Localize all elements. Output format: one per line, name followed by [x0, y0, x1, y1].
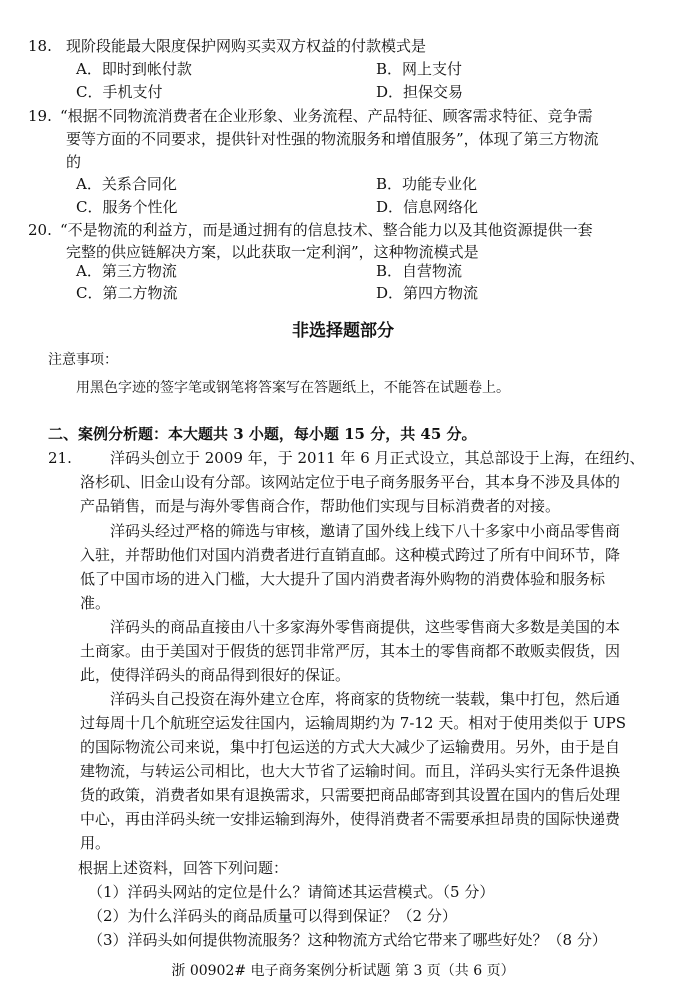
question-18-number: 18. — [28, 37, 52, 55]
question-20-stem-line-1: “不是物流的利益方，而是通过拥有的信息技术、整合能力以及其他资源提供一套 — [60, 221, 593, 239]
case-prompt: 根据上述资料，回答下列问题： — [78, 859, 289, 877]
case-line-3: 产品销售，而是与海外零售商合作，帮助他们实现与目标消费者的对接。 — [80, 497, 561, 515]
question-18-option-d: D．担保交易 — [376, 83, 464, 101]
question-19-number: 19. — [28, 107, 52, 125]
case-line-4: 洋码头经过严格的筛选与审核，邀请了国外线上线下八十多家中小商品零售商 — [110, 522, 621, 540]
question-20-number: 20. — [28, 221, 52, 239]
case-line-11: 洋码头自己投资在海外建立仓库，将商家的货物统一装载，集中打包，然后通 — [110, 690, 621, 708]
question-18-option-c: C．手机支付 — [76, 83, 163, 101]
question-19-stem-line-3: 的 — [66, 153, 82, 171]
part2-heading: 二、案例分析题：本大题共 3 小题，每小题 15 分，共 45 分。 — [48, 425, 477, 443]
page-footer: 浙 00902# 电子商务案例分析试题 第 3 页（共 6 页） — [171, 963, 515, 979]
subquestion-2: （2）为什么洋码头的商品质量可以得到保证？（2 分） — [88, 907, 457, 925]
question-19-option-a: A．关系合同化 — [76, 175, 177, 193]
notice-heading: 注意事项： — [48, 352, 118, 368]
question-19-option-c: C．服务个性化 — [76, 198, 178, 216]
case-line-14: 建物流，与转运公司相比，也大大节省了运输时间。而且，洋码头实行无条件退换 — [80, 762, 621, 780]
question-19-stem-line-2: 要等方面的不同要求，提供针对性强的物流服务和增值服务”，体现了第三方物流 — [66, 130, 599, 148]
case-line-15: 货的政策，消费者如果有退换需求，只需要把商品邮寄到其设置在国内的售后处理 — [80, 786, 621, 804]
case-21-number: 21. — [48, 449, 72, 467]
question-20-option-d: D．第四方物流 — [376, 284, 479, 302]
case-line-10: 此，使得洋码头的商品得到很好的保证。 — [80, 666, 351, 684]
case-line-1: 洋码头创立于 2009 年，于 2011 年 6 月正式设立，其总部设于上海，在纽约、 — [110, 449, 645, 467]
question-20-option-b: B．自营物流 — [376, 262, 463, 280]
question-18-option-b: B．网上支付 — [376, 60, 463, 78]
subquestion-1: （1）洋码头网站的定位是什么？请简述其运营模式。（5 分） — [88, 883, 495, 901]
question-20-option-c: C．第二方物流 — [76, 284, 178, 302]
question-19-stem-line-1: “根据不同物流消费者在企业形象、业务流程、产品特征、顾客需求特征、竞争需 — [60, 107, 593, 125]
question-18-stem: 现阶段能最大限度保护网购买卖双方权益的付款模式是 — [66, 37, 427, 55]
case-line-8: 洋码头的商品直接由八十多家海外零售商提供，这些零售商大多数是美国的本 — [110, 618, 621, 636]
section-title: 非选择题部分 — [292, 321, 394, 341]
case-line-7: 准。 — [80, 594, 111, 612]
question-20-option-a: A．第三方物流 — [76, 262, 177, 280]
case-line-2: 洛杉矶、旧金山设有分部。该网站定位于电子商务服务平台，其本身不涉及具体的 — [80, 473, 621, 491]
case-line-5: 入驻，并帮助他们对国内消费者进行直销直邮。这种模式跨过了所有中间环节，降 — [80, 546, 621, 564]
notice-text: 用黑色字迹的签字笔或钢笔将答案写在答题纸上，不能答在试题卷上。 — [76, 380, 510, 396]
question-18-option-a: A．即时到帐付款 — [76, 60, 192, 78]
subquestion-3: （3）洋码头如何提供物流服务？这种物流方式给它带来了哪些好处？（8 分） — [88, 931, 607, 949]
case-line-6: 低了中国市场的进入门槛，大大提升了国内消费者海外购物的消费体验和服务标 — [80, 570, 606, 588]
case-line-13: 的国际物流公司来说，集中打包运送的方式大大减少了运输费用。另外，由于是自 — [80, 738, 621, 756]
case-line-9: 土商家。由于美国对于假货的惩罚非常严厉，其本土的零售商都不敢贩卖假货，因 — [80, 642, 621, 660]
case-line-16: 中心，再由洋码头统一安排运输到海外，使得消费者不需要承担昂贵的国际快递费 — [80, 810, 621, 828]
question-19-option-b: B．功能专业化 — [376, 175, 478, 193]
case-line-12: 过每周十几个航班空运发往国内，运输周期约为 7-12 天。相对于使用类似于 UPS — [80, 714, 627, 732]
case-line-17: 用。 — [80, 834, 111, 852]
question-19-option-d: D．信息网络化 — [376, 198, 479, 216]
question-20-stem-line-2: 完整的供应链解决方案，以此获取一定利润”，这种物流模式是 — [66, 243, 479, 261]
